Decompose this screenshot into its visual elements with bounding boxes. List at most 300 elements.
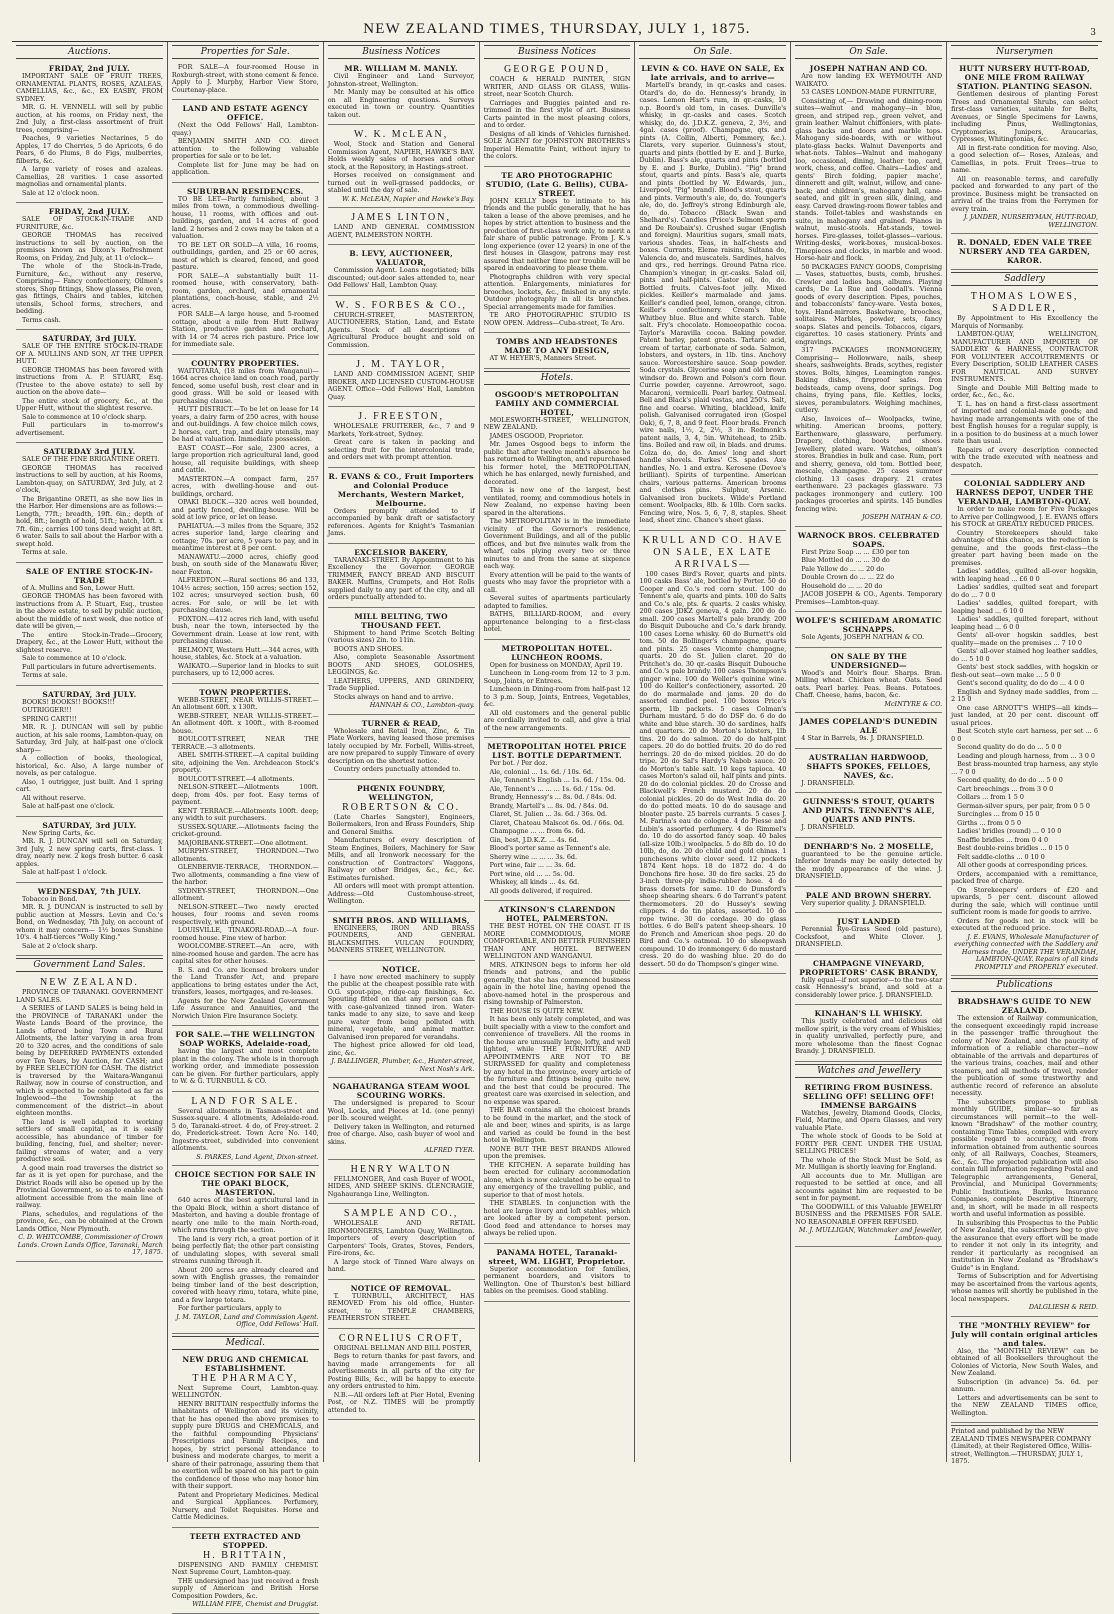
ad-body: [795, 634, 942, 642]
ad-paragraph: FELLMONGER, And cash Buyer of WOOL, HIDES, AND SHEEP SKINS. GLENCRAGIE, Ngahauranga Line, Wellington.: [327, 1174, 475, 1198]
section-heading: Watches and Jewellery: [795, 1064, 942, 1078]
advertisement: [484, 903, 631, 1244]
ad-paragraph: WEBB-STREET, NEAR WILLIS-STREET.—An allotment 60ft. x 130ft.: [171, 695, 319, 711]
advertisement: [951, 995, 1098, 1317]
advertisement: [16, 62, 163, 203]
advertisement: [484, 62, 631, 167]
ad-paragraph: Designs of all kinds of Vehicles furnished. SOLE AGENT for JOHNSTON BROTHERS's Imperial Hematite Paint, without injury to the colors.: [483, 129, 631, 160]
ad-paragraph: Leading and plough harness, from ... 3 0 0: [957, 751, 1095, 760]
column: [791, 42, 947, 1462]
ad-paragraph: Orders, accompanied with a remittance, packed free of charge.: [951, 869, 1099, 885]
ad-paragraph: (Late Charles Sangster), Engineers, Boilermakers, Iron and Brass Founders, Ship and General Smiths.: [327, 812, 475, 836]
ad-paragraph: Complete list for June may be had on application.: [171, 160, 319, 176]
ad-paragraph: The land is well adapted to working settlers of small capital, as it is easily accessible, has abundance of timber for building, fencing, fuel, and shelter; never-failing streams of water, and a very productive soil.: [16, 1117, 163, 1163]
ad-body: [328, 267, 475, 290]
ad-paragraph: Very superior quality. J. DRANSFIELD.: [801, 898, 927, 907]
ad-paragraph: Mr. James Osgood begs to inform the public that after twelve month's absence he has returned to Wellington, and repurchased his former hotel, the METROPOLITAN, which he has enlarged, newly furnished, and decorated.: [483, 440, 631, 486]
ad-paragraph: OPAKI BLOCK.—320 acres well bounded, and partly fenced, dwelling-house. Will be sold at low price, or let on lease.: [171, 498, 319, 521]
ad-signature: JOSEPH NATHAN & CO.: [861, 513, 943, 521]
ad-paragraph: HUTT DISTRICT.—To be let on lease for 14 years, a dairy farm of 250 acres, with house and out-buildings. A few choice milch cows, 2 horses, cart, trap, and dairy utensils, may be had at valuation. Immediate possession.: [171, 405, 319, 443]
ad-paragraph: Felt saddle-cloths ... 0 10 0: [957, 852, 1045, 861]
ad-heading: FRIDAY, 2nd JULY.: [48, 64, 130, 73]
ad-body: [484, 417, 631, 634]
columns: [12, 42, 1102, 1608]
ad-paragraph: NONE BUT THE BEST BRANDS Allowed upon the premises.: [483, 1144, 631, 1160]
ad-paragraph: New Spring Carts, &c.: [22, 828, 96, 837]
ad-display-name: ROBERTSON & CO.: [342, 801, 461, 813]
ad-heading: NGAHAURANGA STEAM WOOL SCOURING WORKS.: [332, 1082, 470, 1100]
ad-heading: CHOICE SECTION FOR SALE IN THE OPAKI BLOCK, MASTERTON.: [174, 1170, 316, 1197]
ad-paragraph: J. DRANSFIELD.: [801, 823, 855, 831]
ad-display-name: SAMPLE AND CO.,: [343, 1208, 459, 1219]
ad-paragraph: Sale at half-past one o'clock.: [22, 802, 115, 810]
ad-paragraph: Pale Yellow do ... ... 20 do: [801, 564, 885, 573]
ad-paragraph: JACOB JOSEPH & CO., Agents. Temporary Premises—Lambton-quay.: [795, 590, 943, 606]
ad-paragraph: By Appointment to His Excellency the Marquis of Normanby.: [951, 314, 1099, 330]
ad-paragraph: HENRY BRITTAIN respectfully informs the inhabitants of Wellington and its vicinity, that he has opened the above premises to supply pure DRUGS and CHEMICALS, and the faithful compounding Physicians' Prescriptions and Family Recipes, and hopes, by strict personal attendance to business and moderate charges, to merit a share of their patronage, assuring them that no exertion will be spared on his part to gain the confidence of those who may honor him with their support.: [171, 1399, 319, 1490]
ad-paragraph: The highest price allowed for old lead, zinc, &c.: [327, 1041, 475, 1057]
advertisement: [484, 642, 631, 739]
ad-paragraph: Full particulars in future advertisements.: [22, 662, 157, 671]
ad-heading: COUNTRY PROPERTIES.: [191, 358, 300, 368]
ad-paragraph: Superior accommodation for families, permanent boarders, and visitors to Wellington. One of Thurston's best billiard tables on the premises. Good stabling.: [483, 1264, 631, 1295]
ad-heading: B. LEVY, AUCTIONEER, VALUATOR,: [349, 249, 453, 267]
ad-paragraph: 53 CASES LONDON-MADE FURNITURE,: [801, 88, 937, 96]
ad-paragraph: About 200 acres are already cleared and sown with English grasses, the remainder being timber land of the best description, covered with heavy rimu, totara, white pine, and a few large totara.: [171, 1265, 319, 1304]
ad-paragraph: Second quality, do do do ... 5 0 0: [957, 776, 1063, 784]
ad-body: [484, 760, 631, 895]
ad-body: [328, 371, 475, 401]
ad-body: [795, 780, 942, 788]
column: [12, 42, 168, 1462]
ad-paragraph: The entire Stock-in-Trade—Grocery, Drapery, &c., at the Lower Hutt, without the slightest reserve.: [16, 630, 163, 654]
ad-signature: J. JANDER, NURSERYMAN, HUTT-ROAD, WELLINGTON.: [963, 213, 1099, 229]
ad-paragraph: MAJORIBANK-STREET.—One allotment.: [177, 838, 309, 847]
ad-paragraph: Open for business on MONDAY, April 19.: [489, 660, 623, 669]
ad-signature: McINTYRE & CO.: [884, 699, 943, 708]
ad-body: [795, 1018, 942, 1056]
ad-body: [172, 1197, 319, 1313]
ad-paragraph: A SERIES of LAND SALES is being held in the PROVINCE of TARANAKI under the Waste Lands Board of the province, the Lands offered being Town and Rural Allotments, the latter varying in area from 20 to 320 acres, and the conditions of sale being by DEFERRED PAYMENTS extended over Ten Years, by Auction, for CASH; and by FREE SELECTION for CASH. The district is traversed by the Waitara-Wanganui Railway, now in course of construction, and which is expected to be completed as far as Inglewood—the Township at the commencement of the district—in about eighteen months.: [16, 1004, 163, 1117]
ad-body: [795, 670, 942, 700]
ad-paragraph: FOR SALE—A four-roomed House in Roxburgh-street, with stone cement & fence. Apply to J. Murphy, Harbor View Store, Courtenay-place.: [171, 63, 319, 94]
ad-display-name: W. K. McLEAN,: [354, 129, 449, 140]
advertisement: [328, 470, 475, 544]
ad-paragraph: LOUISVILLE, TINAKORI-ROAD.—A four-roomed house. Fine view of harbor.: [171, 926, 319, 942]
ad-heading: COLONIAL SADDLERY AND HARNESS DEPOT, UNDER THE VERANDAH, LAMBTON-QUAY.: [955, 479, 1094, 506]
ad-paragraph: B. S. and Co. are licensed brokers under the Land Transfer Act, and prepare applications to bring estates under the Act, transfers, leases, mortgages, and re-leases.: [171, 965, 319, 996]
ad-paragraph: GEORGE THOMAS has been favored with instructions from A. P. STUART, Esq. (Trustee to the above estate) to sell by auction on the above date—: [16, 365, 163, 396]
ad-paragraph: FOXTON.—412 acres rich land, with useful bush, near the town, intersected by the Government drain. Lease at low rent, with purchasing clause.: [171, 614, 319, 645]
section-heading: Hotels.: [484, 371, 631, 385]
ad-paragraph: JOHN KELLY begs to intimate to his friends and the public generally, that he has taken a lease of the above premises, and he hopes by strict attention to business and the production of first-class work only, to merit a fair share of public patronage. From J. K.'s long experience (over 12 years) in one of the first houses in Glasgow, patrons may rest assured that neither time nor trouble will be spared in endeavoring to please them.: [483, 196, 631, 272]
ad-paragraph: Port wine, old ... ... 5s. 0d.: [489, 869, 575, 878]
ad-body: [16, 585, 163, 680]
ad-body: [484, 355, 631, 363]
ad-heading: OSGOOD'S METROPOLITAN FAMILY AND COMMERCIAL HOTEL,: [495, 389, 619, 417]
ad-paragraph: Full particulars in to-morrow's advertisement.: [16, 421, 163, 437]
ad-body: [328, 1345, 475, 1415]
ad-body: [795, 977, 942, 1000]
ad-paragraph: On Storekeepers' orders of £20 and upwards, 5 per cent. discount allowed during the sale, which will continue until sufficient room is made for goods to arrive.: [951, 885, 1099, 916]
ad-paragraph: Manufacturers of every description of Steam Engines, Boilers, Machinery for Saw Mills, and all Ironwork necessary for the construction of Contractors' Waggons, Railway or other Bridges, &c., &c., &c. Estimates furnished.: [327, 836, 475, 882]
ad-heading: THE "MONTHLY REVIEW" for July will contain original articles and tales.: [951, 1320, 1098, 1348]
ad-paragraph: Gents' all-over hogskin saddles, best quality—made on the premises ... 7 10 0: [951, 631, 1099, 647]
ad-body: [795, 900, 942, 908]
ad-paragraph: WAIKATO.—Superior land in blocks to suit purchasers, up to 12,000 acres.: [171, 661, 319, 677]
ad-paragraph: Delivery taken in Wellington, and returned free of charge. Also, cash buyer of wool and skins.: [327, 1122, 475, 1146]
ad-paragraph: Single and Double Mill Belting made to order, &c., &c., &c.: [951, 383, 1099, 399]
ad-display-name: THOMAS LOWES, SADDLER,: [970, 291, 1079, 314]
ad-body: [484, 662, 631, 733]
ad-display-name: CORNELIUS CROFT,: [338, 1332, 464, 1344]
ad-paragraph: THE undersigned has just received a fresh supply of American and British Horse Composition Powders, &c.: [171, 1576, 319, 1600]
ad-paragraph: TO BE LET—Partly furnished, about 3 miles from town, a commodious dwelling-house, 11 rooms, with offices and out-buildings, garden, and 14 acres of good land. 2 horses and 2 cows may be taken at a valuation.: [171, 194, 319, 240]
ad-paragraph: All on reasonable terms, and carefully packed and forwarded to any part of the province. Business might be transacted on arrival of the trains from the Ferrymen for every train.: [951, 174, 1099, 213]
ad-signature: J. BALLINGER, Plumber, &c., Hunter-street, Next Nosh's Ark.: [331, 1057, 475, 1073]
ad-paragraph: Surcingles ... from 0 15 0: [957, 810, 1040, 818]
ad-body: [172, 1108, 319, 1153]
advertisement: [795, 62, 942, 527]
ad-paragraph: Repairs of every description connected with the trade executed with neatness and despatch.: [951, 445, 1099, 469]
advertisement: [16, 445, 163, 563]
ad-paragraph: Ale, Tennent's ... ... ... 1s. 6d. / 15s. 0d.: [489, 784, 616, 793]
ad-body: [328, 557, 475, 602]
section-heading: Government Land Sales.: [16, 958, 163, 972]
ad-paragraph: The land is very rich, a great portion of it being perfectly flat; the other part consisting of undulating slopes, with several small streams running through it.: [171, 1234, 319, 1265]
advertisement: [328, 782, 475, 912]
ad-paragraph: LEATHERS, UPPERS, AND GRINDERY, Trade Supplied.: [327, 676, 475, 692]
ad-heading: R. DONALD, EDEN VALE TREE NURSERY AND TEA GARDEN, KAROR.: [957, 238, 1092, 265]
ad-paragraph: AT W. HEYER'S, Manners Street.: [489, 354, 597, 362]
ad-paragraph: having the largest and most complete plant in the colony. The whole is in thorough working order, and immediate possession can be given. For further particulars, apply to W. & G. TURNBULL & CO.: [171, 1047, 319, 1085]
ad-body: [328, 630, 475, 702]
advertisement: [795, 795, 942, 838]
ad-display-name: JAMES LINTON,: [351, 212, 451, 223]
ad-paragraph: LAND AND GENERAL COMMISSION AGENT, PALMERSTON NORTH.: [327, 223, 475, 239]
ad-paragraph: J. DRANSFIELD.: [801, 778, 855, 787]
ad-body: [328, 73, 475, 119]
ad-body: [951, 315, 1098, 469]
ad-paragraph: Sale to commence at 10 o'clock.: [22, 654, 127, 662]
advertisement: [328, 298, 475, 356]
ad-paragraph: Girths ... from 0 5 0: [957, 818, 1022, 827]
ad-body: [328, 814, 475, 906]
ad-heading: JOSEPH NATHAN AND CO.: [809, 64, 928, 73]
ad-paragraph: WHOLESALE FRUITERER, &c., 7 and 9 Markets, York-street, Sydney.: [327, 422, 475, 438]
ad-heading: TOMBS AND HEADSTONES MADE TO ANY DESIGN,: [496, 337, 618, 355]
ad-paragraph: SUSSEX-SQUARE.—Allotments facing the cricket-ground.: [171, 822, 319, 838]
ad-paragraph: Luncheon in Dining-room from half-past 12 to 3 p.m. Soup, Joints, Entrees, Vegetables, &c.: [483, 685, 631, 708]
ad-paragraph: Country orders punctually attended to.: [333, 765, 461, 773]
advertisement: [172, 686, 319, 1027]
ad-heading: SMITH BROS. AND WILLIAMS,: [332, 915, 470, 925]
ad-paragraph: BELMONT, Western Hutt.—344 acres, with house, stables, &c. Stock at a valuation.: [171, 645, 319, 661]
ad-body: [951, 506, 1098, 933]
advertisement: [328, 357, 475, 407]
ad-heading: PALE AND BROWN SHERRY.: [805, 890, 932, 900]
advertisement: [172, 102, 319, 183]
ad-paragraph: Begs to return thanks for past favors, and having made arrangements for all advertisements in all parts of the city for Posting Bills, &c., will be happy to execute any orders entrusted to him.: [327, 1352, 475, 1390]
ad-paragraph: Gin, best, J.D.K.Z. ... 4s. 6d.: [489, 835, 579, 844]
ad-paragraph: Sale at 12 o'clock noon.: [22, 188, 100, 197]
ad-display-name: W. S. FORBES & CO.,: [335, 299, 467, 311]
ad-paragraph: Claret, St. Julien ... 3s. 6d. / 36s. 0d.: [489, 810, 608, 818]
ad-paragraph: In subsribing this Prospectus to the Public of New Zealand, the subscribers beg to give the assurance that every effort will be made to render it not only in its integrity, and render it particularly as recognised an institution in New Zealand as "Bradshaw's Guide" is in England.: [951, 1218, 1099, 1272]
ad-paragraph: MR. R. J. DUNCAN will sell on Saturday, 3rd July, 2 new spring carts, first-class. 1 dray, nearly new. 2 kegs fresh butter. 6 cask apples.: [16, 837, 163, 868]
ad-heading: SUBURBAN RESIDENCES.: [187, 186, 304, 196]
ad-paragraph: THE KITCHEN. A separate building has been erected for culinary accommodation alone, which is now calculated to be equal to any emergency of the travelling public, and superior to that of most hotels.: [483, 1160, 631, 1199]
ad-paragraph: Best double-reins bridles ... 0 15 0: [957, 844, 1069, 852]
advertisement: [172, 1353, 319, 1528]
ad-paragraph: NELSON-STREET.—Allotments 100ft. deep, from 40s. per foot. Easy terms of payment.: [171, 783, 319, 806]
ad-paragraph: MOLESWORTH-STREET, WELLINGTON, NEW ZEALAND.: [483, 415, 631, 431]
ad-body: [328, 1293, 475, 1323]
advertisement: [795, 1007, 942, 1062]
ad-signature: HANNAH & CO., Lambton-quay.: [369, 701, 475, 709]
ad-paragraph: Stocks always on hand and to arrive.: [333, 692, 454, 701]
ad-heading: PHŒNIX FOUNDRY, WELLINGTON,: [356, 783, 446, 802]
advertisement: [172, 357, 319, 684]
ad-signature: W. K. McLEAN, Napier and Hawke's Bay.: [342, 194, 475, 203]
ad-body: [328, 508, 475, 538]
ad-heading: FRIDAY, 2nd JULY.: [48, 207, 130, 216]
advertisement: [639, 533, 786, 975]
ad-paragraph: JAMES OSGOOD, Proprietor.: [489, 431, 584, 440]
advertisement: [795, 715, 942, 749]
ad-body: [484, 923, 631, 1238]
ad-display-name: HENRY WALTON: [350, 1163, 452, 1175]
ad-paragraph: ENGINEERS, IRON AND BRASS FOUNDERS, AND GENERAL BLACKSMITHS. VULCAN FOUNDRY, MANNERS STREET, WELLINGTON.: [327, 923, 475, 954]
ad-body: [795, 824, 942, 832]
ad-body: [16, 699, 163, 811]
ad-body: [951, 91, 1098, 213]
ad-paragraph: Collars ... from 1 5 0: [957, 793, 1024, 801]
ad-heading: RETIRING FROM BUSINESS. SELLING OFF! SELLING OFF! IMMENSE BARGAINS: [803, 1082, 935, 1110]
masthead: [12, 8, 1102, 42]
ad-paragraph: Ladies' saddles, quilted forepart, with leaping head ... 6 10 0: [951, 599, 1099, 615]
ad-heading: SATURDAY 3rd JULY.: [43, 447, 136, 456]
ad-paragraph: Sole Agents, JOSEPH NATHAN & CO.: [801, 633, 925, 641]
ad-paragraph: I have now erected machinery to supply the public at the cheapest possible rate with O.G. spout-pipe, ridge-cap finishings, &c. Spouting fitted on that any person can fix with case-galvanized tinned iron. Water-tanks made to any size, to save and keep pure water from being polluted with mineral, vegetable, and animal matter. Galvanised iron prepared for verandahs.: [327, 972, 475, 1041]
ad-body: [328, 728, 475, 774]
ad-paragraph: Terms of Subscription and for Advertising may be ascertained from the various agents, whose names will shortly be published in the local newspapers.: [951, 1272, 1099, 1303]
ad-body: [484, 76, 631, 161]
ad-paragraph: Gents' best stock saddles, with hogskin or flesh-out seat—own make ... 5 0 0: [951, 663, 1099, 679]
advertisement: [951, 477, 1098, 976]
ad-paragraph: Ale, colonial ... 1s. 6d. / 10s. 6d.: [489, 767, 594, 776]
ad-paragraph: fully equal—if not superior—to the two-star cask Hennessy's brand, and sold at a considerably lower price. J. DRANSFIELD.: [795, 975, 943, 999]
ad-heading: WEDNESDAY, 7th JULY.: [37, 886, 142, 896]
ad-paragraph: 100 cases Bird's Rover, quarts and pints. 100 casks Bass' ale, bottled by Porter. 50 do Cooper and Co.'s red corn stout. 100 do Tennent's ale, quarts and pints. 100 do Salts and Co.'s ale, pts. & quarts. 2 casks whisky. 200 cases JDKZ geneva, 4 gaIn. 200 do do small. 200 cases Martell's pale brandy. 200 do Bisquit Dubouche and Co.'s dark brandy. 100 cases Lorne whisky. 60 do Burnett's old tom. 50 do Bollinger's champagne, quarts and pints. 25 cases Vicomte champagne, quarts. 20 do St. Julien claret. 20 do Pritchet's do. 30 qr.-casks Bisquit Dubouche and Co.'s pale brandy. 100 cases Thompson's ginger wine. 100 do Weller's quinine wine. 100 do Keiller's confectionery, assorted. 20 do do marmalade and jams. 20 do do assorted candied peel. 100 boxes Price's sperm, 1lb packets. 5 cases Colman's Durham mustard. 5 do do DSF do. 6 do do white and blue starch. 30 do sardines, halfs and quarters. 20 do Morton's lobsters, 1lb tins. 20 do do salmon. 20 do do half-pint capers. 20 do do bottled fruits. 20 do do red herrings. 20 do do mixed pickles. 20 do do tripe. 20 do Sal's Hardy's Nabob sauce. 20 do Morton's table salt. 10 kegs tapioca. 40 cases Morton's salad oil, half pints and pints. 20 do do colonial pickles. 20 do Crosse and Blackwell's French mustard. 20 do do colonial pickles. 20 do do West India do. 20 do do potted meats. 10 do do sausage and bloater paste. 25 barrels currants. 5 cases J. M. Farina's eau de cologne. 4 do Piesse and Lubin's assorted perfumery. 4 do Rimmel's do. 10 do do assorted fancy soap. 40 bales (all-size 10lb.) woolpacks. 5 do 8lb do. 10 do 10lb, do, do. 20 do child and gold chinas. 1 punchesons white clover seed. 12 pockets 1874 Kent hops. 18 do 1872 do. 4 do Donchons fire hose. 30 do fire sacks. 25 do 3-inch three-ply india-rubber hose. 4 do brass dorsets for same. 10 do Dunsford's sheep shearing shears. 6 do Tarrant's patent thermometers. 20 do Hussey's sewing clippers. 4 do tin plates, assorted. 10 do rope twine. 30 do cordage. 30 do glass bottles. 6 do Bell's patent sheep-shears. 10 do French and American shoe pegs. 20 do Bird and Co.'s oatmeal. 10 do sheepwash compound. 10 do ironmongery. 6 do mustard cress. 20 do do washing blue. 20 do do dessert. 50 do do Thompson's ginger wine.: [639, 569, 787, 968]
advertisement: [16, 688, 163, 817]
advertisement: [172, 1530, 319, 1614]
ad-paragraph: SALE OF THE FINE BRIGANTINE ORETI.: [22, 455, 160, 463]
ad-paragraph: FOR SALE—A large house, and 5-roomed cottage, about a mile from Hutt Railway Station, productive garden and orchard, with 14 or 74 acres rich pasture. Price low for immediate sale.: [171, 310, 319, 348]
ad-body: [639, 571, 786, 969]
ad-paragraph: CHURCH-STREET, MASTERTON, AUCTIONEERS, Station, Land, and Estate Agents. Stock of all descriptions of Agricultural Produce bought and sold on Commission.: [327, 310, 475, 349]
ad-body: [795, 1110, 942, 1227]
ad-paragraph: A large variety of roses and azaleas. Camellias, 28 varities. 1 case assorted magnolias and ornamental plants.: [16, 165, 163, 188]
ad-body: [484, 1266, 631, 1296]
ad-paragraph: Ladies' saddles, quilted seat and forepart do do ... 7 0 0: [951, 583, 1099, 599]
ad-paragraph: BOULCOTT-STREET.—4 allotments.: [177, 774, 295, 783]
ad-paragraph: Commission Agent. Loans negotiated; bills discounted; out-door sales attended to, near Odd Fellows' Hall, Lambton Quay.: [327, 266, 475, 289]
advertisement: [795, 529, 942, 613]
ad-heading: JUST LANDED: [837, 917, 901, 926]
ad-paragraph: GLENBERVIE-TERRACE, THORNDON.—Two allotments, commanding a fine view of the harbor.: [171, 863, 319, 886]
advertisement: [328, 1282, 475, 1329]
ad-paragraph: TE ARO PHOTOGRAPHIC STUDIO IS NOW OPEN. Address—Cuba-street, Te Aro.: [483, 311, 631, 327]
ad-paragraph: Blood's porter same as Tennent's ale.: [489, 844, 611, 852]
ad-body: [328, 141, 475, 195]
advertisement: [639, 62, 786, 531]
ad-body: [795, 851, 942, 881]
advertisement: [328, 62, 475, 125]
page-number: 3: [1090, 28, 1096, 38]
section-heading: Auctions.: [16, 45, 163, 59]
ad-paragraph: Brandy, Hennessy's ... 8s. 0d. / 84s. 0d.: [489, 793, 617, 801]
ad-paragraph: Port wine, fair ... ... 3s. 6d.: [489, 861, 576, 869]
ad-paragraph: It has been only lately completed, and was built specially with a view to the comfort and convenience of travellers. All the rooms in the house are unusually large, lofty, and well lighted, while THE FURNITURE AND APPOINTMENTS ARE NOT TO BE SURPASSED for quality and completeness by any hotel in the province, every article of the furniture and fittings being quite new, and the best that could be procured. The greatest care was exercised in selection, and no expense was spared.: [483, 1015, 631, 1106]
ad-paragraph: Ladies' bridles (round) ... 0 10 0: [957, 827, 1062, 835]
ad-paragraph: The Brigantine ORETI, as she now lies in the Harbor. Her dimensions are as follows:—Length, 77ft.; breadth, 19ft. 6in.; depth of hold, 8ft.; length of hold, 51ft.; hatch, 10ft. x 7ft. 6in.; carries 100 tons dead weight at 8ft. 6 water. Sails to sail about the Harbor with a swept hold.: [16, 494, 163, 548]
ad-paragraph: GEORGE THOMAS has received instructions to sell by auction, on the premises known as Dixon's Refreshment Rooms, on Friday, 2nd July, at 11 o'clock—: [16, 231, 163, 262]
ad-paragraph: Civil Engineer and Land Surveyor, Johnston-street, Wellington.: [327, 72, 475, 88]
ad-paragraph: One case ARNOTT'S WHIPS—all kinds—just landed, at 20 per cent. discount off usual prices.: [951, 703, 1099, 727]
ad-paragraph: ABEL SMITH-STREET.—A capital building site, adjoining the Ven. Archdeacon Stock's property.: [171, 751, 319, 774]
ad-paragraph: 317 PACKAGES IRONMONGERY, Comprising— Hollowware, nails, sheep shears, sashweights. Brads, scythes, register stoves. Bolts, hinges, Leamington ranges. Baking dishes, fireproof safes. Iron bedsteads, camp ovens, door springs. Dog chains, frying pans, file. Kettles, locks, sieves, perambulators. Weighing machines, cutlery.: [795, 346, 943, 414]
ad-body: [795, 926, 942, 949]
ad-heading: DENHARD'S No. 2 MOSELLE,: [803, 841, 934, 851]
ad-display-name: J. M. TAYLOR,: [356, 359, 447, 370]
ad-signature: S. PARKES, Land Agent, Dixon-street.: [196, 1152, 319, 1161]
ad-paragraph: MRS. ATKINSON begs to inform her old friends and patrons, and the public generally, that she has commenced business again in the hotel line, having opened the above-named hotel in the prosperous and rising township of Palmerston.: [483, 960, 631, 1006]
advertisement: [328, 409, 475, 468]
ad-paragraph: BENJAMIN SMITH AND CO. direct attention to the following valuable properties for sale or to be let.: [171, 137, 319, 160]
ad-heading: R. EVANS & CO., Fruit Importers and Colonial Produce Merchants, Western Market, Melbourne.: [328, 471, 474, 508]
ad-heading: LEVIN & CO. HAVE ON SALE, Ex late arrivals, and to arrive—: [641, 64, 785, 82]
ad-paragraph: Best Scotch style cart harness, per set ... 6 0 0: [951, 727, 1099, 743]
section-heading: Publications: [951, 978, 1098, 992]
ad-body: [328, 974, 475, 1058]
ad-paragraph: Champagne ... ... from 6s. 6d.: [489, 827, 586, 835]
ad-heading: ATKINSON'S CLARENDON HOTEL, PALMERSTON.: [498, 905, 616, 923]
ad-paragraph: Wool, Stock and Station and General Commission Agent, NAPIER, HAWKE'S BAY. Holds weekly sales of horses and other stock, at the Repository, in Hastings-street.: [327, 140, 475, 171]
ad-paragraph: All orders will meet with prompt attention. Address:—Old Customhouse-street, Wellington.: [327, 882, 475, 905]
ad-paragraph: The whole of the Stock-in-Trade, Furniture, &c., without any reserve, Comprising— Fancy confectionery, Oilmen's stores, Shop fittings, Show glasses, Pie oven, gas fittings, Chairs and tables, kitchen utensils, School forms, strechers, and bedding.: [16, 262, 163, 315]
advertisement: [328, 247, 475, 296]
ad-paragraph: Great care is taken in packing and selecting fruit for the intercolonial trade, and orders met with prompt attention.: [327, 438, 475, 461]
advertisement: [16, 332, 163, 443]
ad-paragraph: Household do ... ... 20 do: [801, 581, 883, 590]
advertisement: [484, 388, 631, 640]
ad-paragraph: N.B.—All orders left at Pier Hotel, Evening Post, or N.Z. TIMES will be promptly attended to.: [327, 1390, 475, 1414]
section-heading: Business Notices: [328, 45, 475, 59]
ad-heading: KINAHAN'S LL WHISKY.: [814, 1009, 923, 1018]
advertisement: [795, 650, 942, 714]
ad-paragraph: (Next the Odd Fellows' Hall, Lambton-quay.): [171, 121, 319, 137]
ad-paragraph: Luncheon in Long-room from 12 to 3 p.m. Soup, Joints, or Entrees.: [483, 669, 631, 685]
ad-paragraph: COACH & HERALD PAINTER, SIGN WRITER, AND GLASS OR GLASS, Willis-street, near Scotch Church.: [483, 75, 631, 98]
advertisement: [16, 975, 163, 1262]
column: [480, 42, 636, 1462]
ad-display-name: LAND FOR SALE.: [191, 1095, 300, 1107]
ad-paragraph: German-silver spurs, per pair, from 0 5 0: [957, 801, 1090, 810]
ad-body: [795, 549, 942, 607]
ad-signature: J. E. EVANS, Wholesale Manufacturer of everything connected with the Saddlery and Harness trade, UNDER THE VERANDAH, LAMBTON-QUAY. Repairs of all kinds PROMPTLY and PROPERLY executed.: [954, 932, 1099, 971]
advertisement: [951, 1319, 1098, 1424]
ad-body: [172, 1048, 319, 1086]
ad-heading: TE ARO PHOTOGRAPHIC STUDIO, (Late G. Bellis), CUBA-STREET.: [485, 170, 629, 198]
ad-paragraph: Are now landing EX WEYMOUTH AND WAIKATO.: [795, 72, 943, 88]
ad-paragraph: of A. Mullins and Son, Lower Hutt.: [22, 583, 135, 592]
ad-paragraph: IMPORTANT SALE OF FRUIT TREES, ORNAMENTAL PLANTS, ROSES, AZALEAS, CAMELLIAS, &c., &c., EX EASBY, FROM SYDNEY.: [16, 72, 163, 103]
ad-paragraph: Brandy, Martell's ... 8s. 0d. / 84s. 0d.: [489, 801, 609, 810]
advertisement: [484, 335, 631, 369]
ad-paragraph: GEORGE THOMAS has received instructions to sell by auction, at his Rooms, Lambton-quay, on SATURDAY, 3rd July, at 2 o'clock,: [16, 463, 163, 494]
advertisement: [172, 185, 319, 355]
advertisement: [795, 957, 942, 1006]
ad-body: [16, 896, 163, 951]
ad-paragraph: Sale at 2 o'clock sharp.: [22, 941, 98, 950]
ad-paragraph: A good main road traverses the district so far as it is yet open for purchase, and the District Roads will also be opened up by the Provincial Government, so as to enable each allotment accessible from the main line of railway.: [16, 1163, 163, 1209]
advertisement: [16, 205, 163, 330]
ad-paragraph: BATHS, BILLIARD-ROOM, and every appurtenance belonging to a first-class hotel.: [483, 610, 631, 633]
ad-body: [328, 925, 475, 955]
ad-paragraph: Snaffle bridles ... from 0 4 0: [957, 835, 1049, 844]
ad-paragraph: Gents' all-over stained hog leather saddles, do ... 5 10 0: [951, 647, 1099, 663]
ad-paragraph: Wood's and Moir's flour. Sharps. Bran. Milling wheat. Chicken wheat. Oats. Seed oats. Pearl barley. Peas. Beans. Potatoes. Chaff. Cheese, hams, bacon, &c.: [795, 668, 943, 699]
advertisement: [328, 914, 475, 961]
masthead-title: NEW ZEALAND TIMES, THURSDAY, JULY 1, 1875.: [363, 21, 751, 37]
ad-heading: METROPOLITAN HOTEL PRICE LIST. BOTTLE DEPARTMENT.: [487, 742, 627, 760]
column: [324, 42, 480, 1462]
ad-heading: TURNER & READ,: [361, 718, 441, 728]
ad-paragraph: Martell's brandy, in qr.-casks and cases. Otard's do, do do. Hennessy's brandy, in cases. Lemon Hart's rum, in qr.-casks, 10 o.p. Boord's old tom, in cases. Dunville's whisky, in qr.-casks and cases. Scotch whisky, do, do. J.D.K.Z. geneva, 2, 3½, and 4gal. cases (proof). Champagne, qts. and pints (A. Collin, Alberti, Pommery, &c.). Clarets, very superior. Guinness's stout, quarts and pints (bottled by E. and J. Burke, Dublin). Bass's ale, quarts and pints (bottled by E. and J. Burke, Dublin). "Pig" brand stout, quarts and pints. Bass's ale, quarts and pints (bottled by W. Edwards, jun., Liverpool, "Pig" brand). Blood's stout, quarts and pints. Vermouth's ale, do, do. Younger's ale, do, do. Jeffrey's strong Edinburgh ale, do, do. Tobacco (Black Swan and Shelhard's). Candles (Price's Belmont sperm and De Roubaix's). Crushed sugar (English and foreign). Mauritius sugars, small mats, various shades. Teas, in half-chests and boxes. Currants, Eleme raisins, Sultana do, Valencia do, and muscatels. Sardines, halves and qrs., red herrings. Ground Patna rice. Champion's vinegar, in qr.-casks. Salad oil, pints and half-pints. Castor oil, do, do. Bottled fruits. Calves-foot jelly. Mixed pickles. Keiller's marmalade and jams. Keiller's candied peel, lemon, orange, citron. Keiller's confectionery. Cream's blue, Whitbey blue. Blue and white starch. Table salt. Fry's chocolate. Homoeopathic cocoa. Taylor's Maravilla cocoa. Baking powder. Patent barley, patent groats. Tartaric acid, cream of tartar, carbonate of soda. Salmon, lobsters, and oysters, in 1lb. tins. Anchovy sauce. Worcestershire sauce. Soap powder. Soda crystals. Glycerine soap and old brown windsor do. Brown and Polson's corn flour. Currie powder, cayenne. Arrowroot, sago. Macaroni, vermicelli. Pearl barley. Oatmeal. Bell and Black's plaid vestas, and 250's. Salt, fine and coarse. Whiting, blacklead, knife polish. Galvanised corrugated iron (Gospel Oak), 6, 7, 8, and 9 feet. Floor brads. French wire nails, 1½, 2, 2½, 3 in. Redmonk's patent nails, 3, 4, 5in. Whitehead, to 25lb. tins. Boiled and raw oil, in blads. and drums. Colza do, do, do. Ames' long and short handle shovels. Parkes' CS. spades. Axe handles, No. 1 and extra. Kerosene (Devoe's brilliant). Spirits of turpentine. American chairs, various patterns. American brooms and clothes pins. Sulphur, Arsenic. Galvanised iron buckets. Wilde's Portland cement. Woolpacks, 8lb. & 10lb. Corn sacks. Fencing wire, Nos. 5, 6, 7, 8, staples. Sheet lead, sheet zinc. Chance's sheet glass.: [639, 81, 787, 524]
ad-paragraph: Also, complete Seasonable Assortment BOOTS AND SHOES, GOLOSHES, LEGGINGS, &c.: [327, 653, 475, 676]
ad-display-name: NEW ZEALAND.: [40, 977, 139, 988]
ad-display-name: KRULL AND CO. HAVE ON SALE, EX LATE ARRIVALS—: [642, 534, 784, 570]
advertisement: [172, 1094, 319, 1167]
ad-display-name: GEORGE POUND,: [504, 64, 610, 75]
ad-paragraph: Ale, Tennent's English ... 1s. 6d. / 15s. 0d.: [489, 776, 626, 784]
ad-paragraph: Horses received on consignment and turned out in well-grassed paddocks, or stabled until the day of sale.: [327, 171, 475, 194]
ad-paragraph: Gentlemen desirous of planting Forest Trees and Ornamental Shrubs, can select first-class varieties, suitable for Belts, Avenues, or Single Specimens for Lawns, including Pinus, Wellingtonias, Cryptomerias, Junipers, Araucarias, Cypresses, Whitingtonias, &c.: [951, 90, 1099, 143]
ad-paragraph: For further particulars, apply to: [177, 1304, 282, 1312]
ad-paragraph: BOOTS AND SHOES.: [333, 644, 404, 653]
section-heading: Saddlery: [951, 272, 1098, 286]
ad-paragraph: MANAWATU.—2000 acres, chiefly good bush, on south side of the Manawatu River, near Foxton.: [171, 552, 319, 576]
section-heading: On Sale.: [795, 45, 942, 59]
ad-heading: SATURDAY, 3rd JULY.: [42, 820, 137, 830]
ad-paragraph: In order to make room for Five Packages to Arrive per Collingwood, J. E. EVANS offers his STOCK at GREATLY REDUCED PRICES.: [951, 505, 1099, 528]
ad-paragraph: English and Sydney made saddles, from ... 2 15 0: [951, 687, 1099, 703]
ad-body: [16, 216, 163, 324]
ad-paragraph: T. TURNBULL, ARCHITECT, HAS REMOVED From his old office, Hunter-street, to TEMPLE CHAMBERS, FEATHERSTON STREET.: [327, 1291, 475, 1322]
ad-paragraph: Several allotments in Tasman-street and Sussex-square. 4 allotments, Adelaide-road. 5 do, Taranaki-street. 4 do, of Frey-street. 2 do, Frederick-street. Town Acre No. 140, Ingestre-street, subdivided into convenient allotments.: [171, 1106, 319, 1152]
ad-paragraph: THE STABLES. In conjunction with the hotel are large livery and loft stables, which are looked after by a competent person. Good feed and attendance to horses may always be relied upon.: [483, 1199, 631, 1237]
column: [635, 42, 791, 1462]
ad-body: [484, 198, 631, 328]
ad-heading: CHAMPAGNE VINEYARD, PROPRIETORS' CASK BRANDY,: [799, 958, 939, 977]
ad-heading: SATURDAY, 3rd JULY.: [42, 689, 137, 699]
advertisement: [328, 1080, 475, 1160]
ad-paragraph: PROVINCE OF TARANAKI. GOVERNMENT LAND SALES.: [16, 988, 163, 1004]
ad-paragraph: Peaches, 9 varieties Nectarines, 5 do Apples, 17 do Cherries, 5 do Apricots, 6 do Pears, 6 do Plums, 8 do Figs, mulberries, filberts, &c.: [16, 134, 163, 165]
ad-heading: HUTT NURSERY HUTT-ROAD, ONE MILE FROM RAILWAY STATION. PLANTING SEASON.: [956, 64, 1093, 91]
ad-paragraph: Next Supreme Court, Lambton-quay. WELLINGTON.: [171, 1383, 319, 1399]
